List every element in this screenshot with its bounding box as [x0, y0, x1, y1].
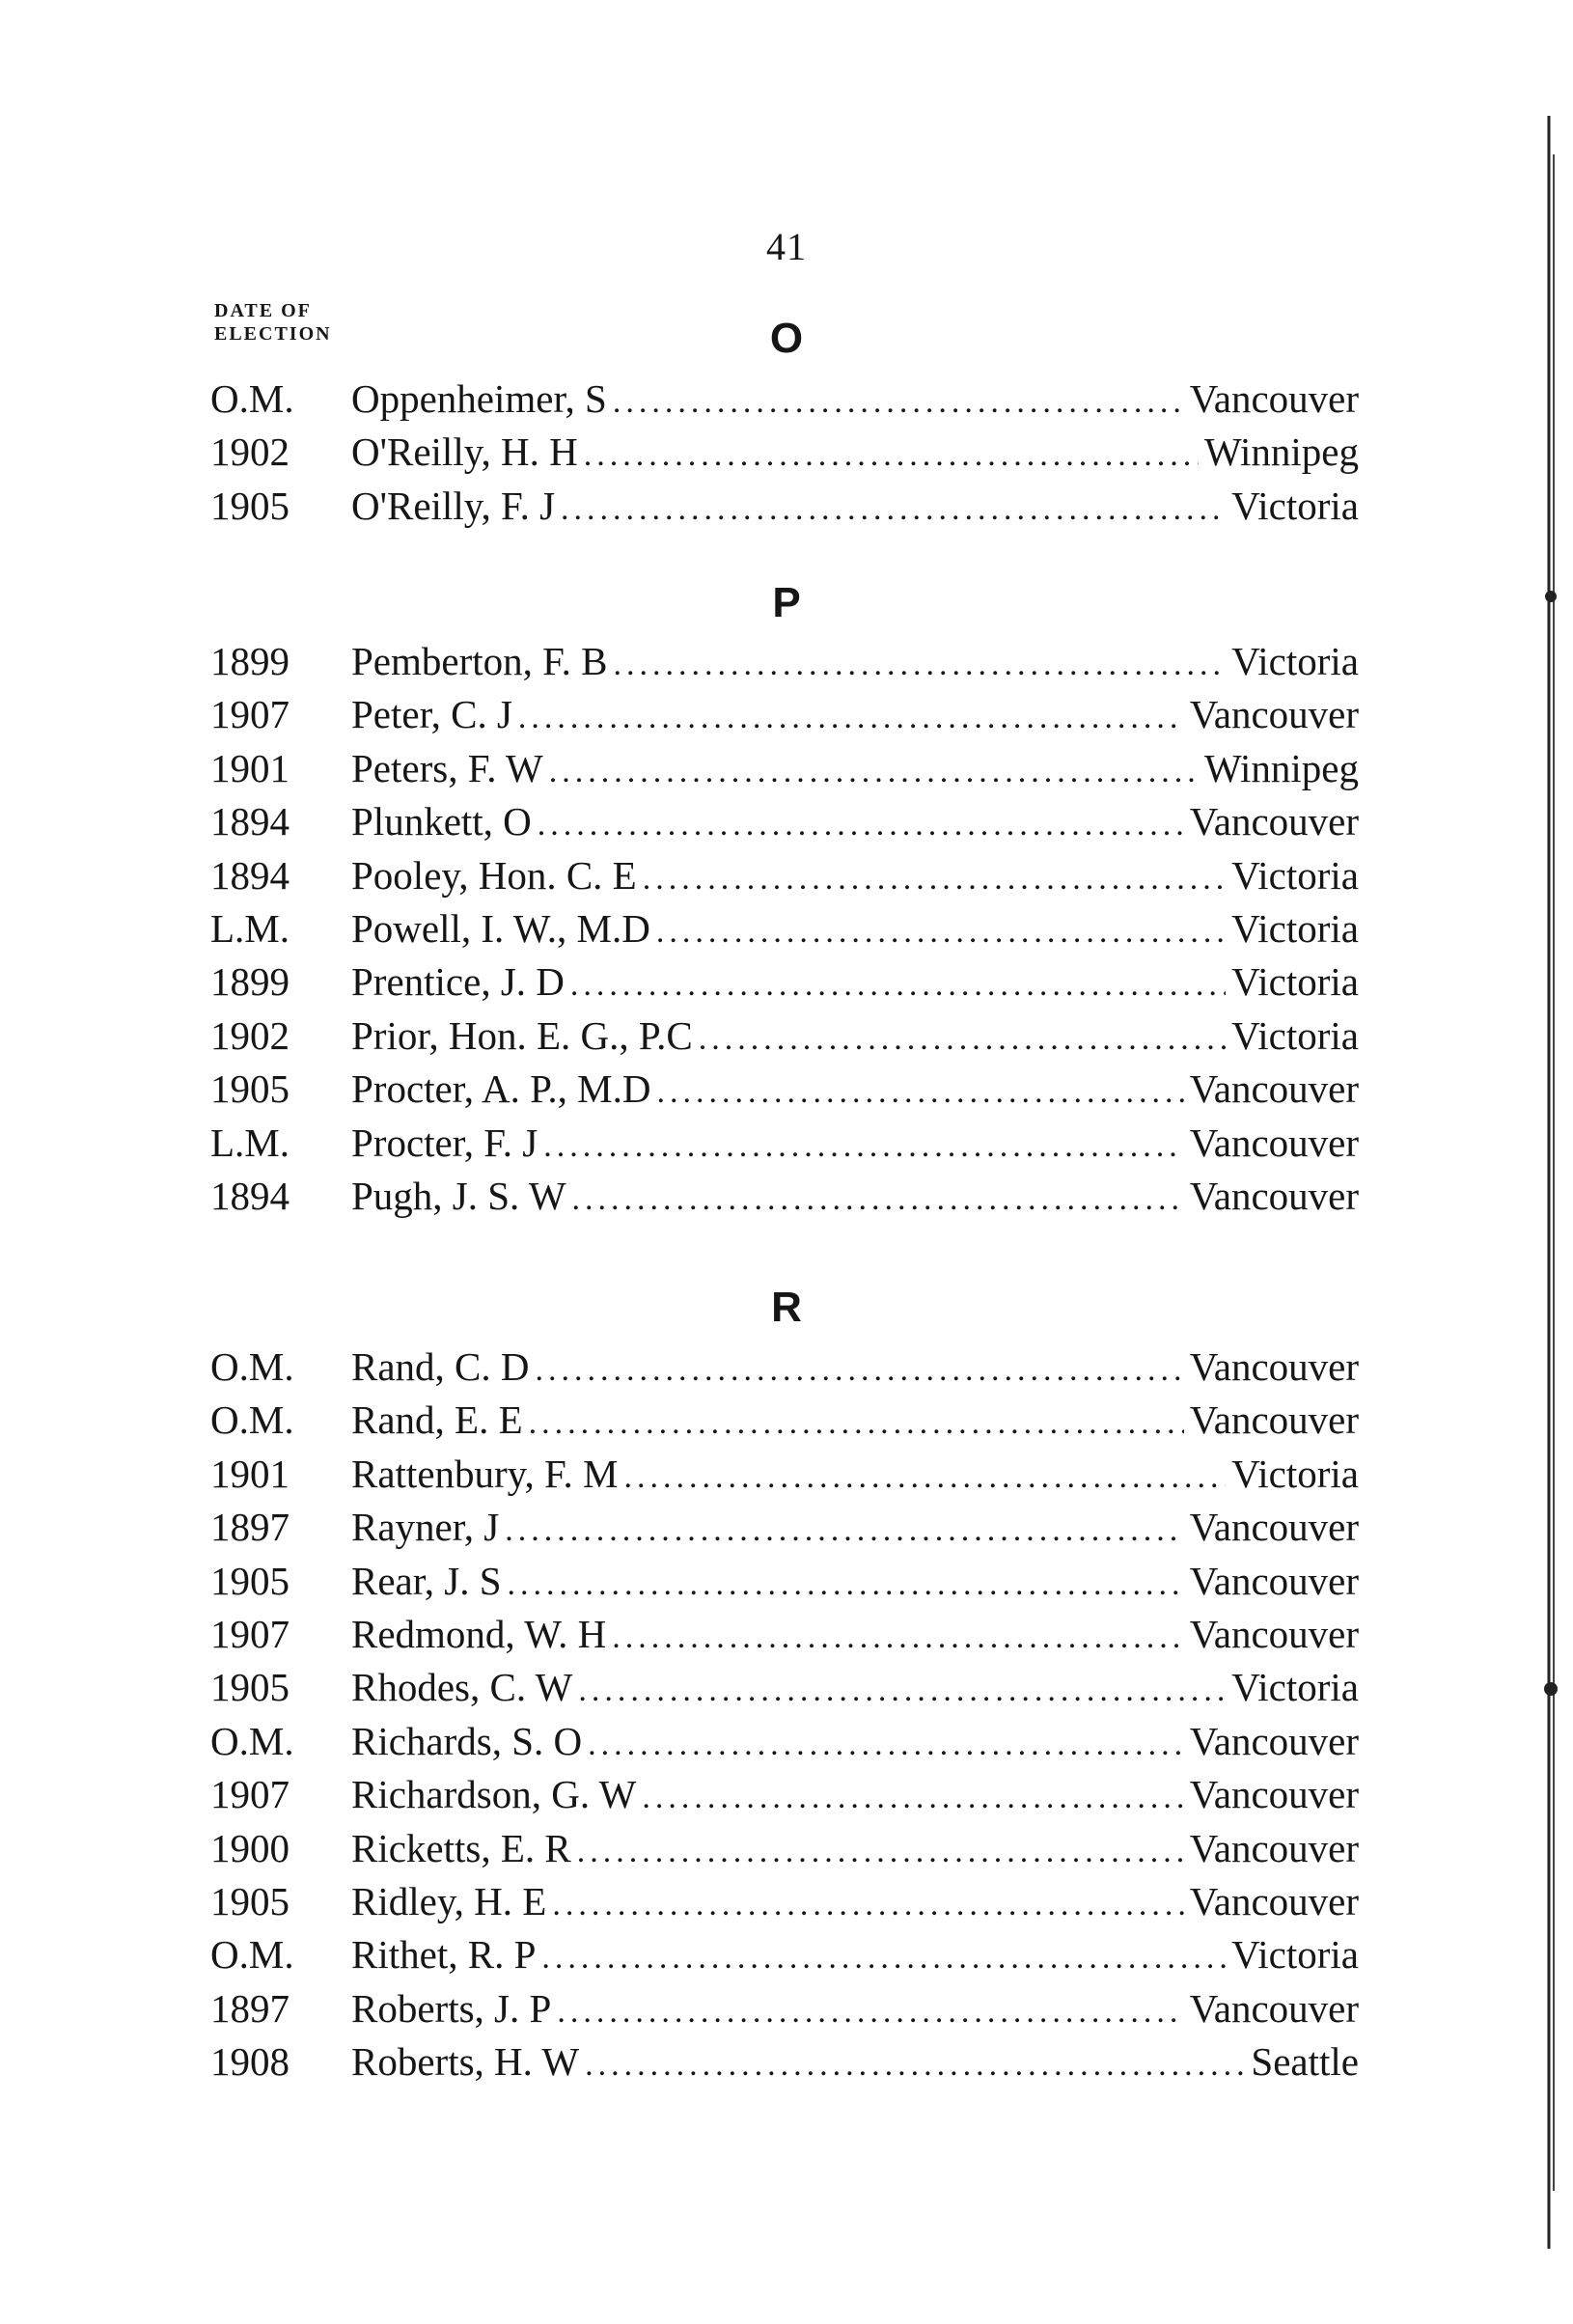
election-date: O.M.	[210, 1932, 294, 1978]
member-city: Victoria	[1231, 959, 1359, 1005]
election-date: 1894	[210, 799, 290, 844]
member-name: Richards, S. O	[351, 1718, 583, 1763]
election-date: 1901	[210, 745, 290, 790]
member-name: Rattenbury, F. M	[351, 1451, 619, 1496]
election-date: 1899	[210, 959, 290, 1005]
member-name: Peters, F. W	[351, 745, 543, 790]
dot-leader	[529, 1405, 1184, 1442]
member-city: Vancouver	[1189, 1611, 1359, 1656]
member-entry	[210, 1065, 1359, 1119]
member-name: Pemberton, F. B	[351, 639, 608, 683]
election-date: 1897	[210, 1985, 290, 2031]
election-date: O.M.	[210, 376, 294, 421]
member-entry	[210, 1931, 1359, 1984]
dot-leader	[699, 1021, 1226, 1058]
member-city: Vancouver	[1189, 1120, 1359, 1165]
member-city: Victoria	[1231, 1932, 1359, 1978]
dot-leader	[585, 2047, 1245, 2084]
member-city: Vancouver	[1189, 1066, 1359, 1112]
member-entry	[210, 1504, 1359, 1557]
member-entry	[210, 691, 1359, 744]
election-date: 1900	[210, 1825, 290, 1870]
member-city: Vancouver	[1189, 799, 1359, 844]
member-name: O'Reilly, F. J	[351, 483, 556, 528]
dot-leader	[613, 384, 1184, 421]
member-entry	[210, 1012, 1359, 1065]
member-city: Vancouver	[1189, 1825, 1359, 1870]
member-name: Ridley, H. E	[351, 1878, 547, 1923]
member-name: Rithet, R. P	[351, 1932, 537, 1978]
member-city: Vancouver	[1189, 1878, 1359, 1923]
election-date: 1901	[210, 1451, 290, 1496]
member-city: Victoria	[1231, 905, 1359, 951]
member-entry	[210, 1120, 1359, 1173]
member-entry	[210, 1825, 1359, 1878]
dot-leader	[588, 1727, 1184, 1763]
member-entry	[210, 905, 1359, 958]
member-city: Vancouver	[1189, 1173, 1359, 1218]
dot-leader	[561, 491, 1226, 528]
member-city: Vancouver	[1189, 1344, 1359, 1389]
member-name: Rand, C. D	[351, 1344, 530, 1389]
election-date: L.M.	[210, 905, 290, 951]
member-entry	[210, 958, 1359, 1011]
member-entry	[210, 1343, 1359, 1397]
member-name: Rand, E. E	[351, 1397, 523, 1443]
election-date: O.M.	[210, 1718, 294, 1763]
member-city: Vancouver	[1189, 1718, 1359, 1763]
member-name: Procter, F. J	[351, 1120, 538, 1165]
dot-leader	[572, 1181, 1184, 1218]
member-name: Richardson, G. W	[351, 1772, 637, 1817]
dot-leader	[549, 754, 1199, 790]
member-entry	[210, 2038, 1359, 2091]
member-name: Redmond, W. H	[351, 1611, 607, 1656]
member-name: Ricketts, E. R	[351, 1825, 571, 1870]
election-date: 1905	[210, 483, 290, 528]
election-date: 1907	[210, 692, 290, 737]
member-name: Powell, I. W., M.D	[351, 905, 650, 951]
member-entry	[210, 745, 1359, 798]
election-date: 1897	[210, 1505, 290, 1550]
dot-leader	[508, 1566, 1184, 1603]
member-city: Vancouver	[1189, 1985, 1359, 2031]
member-name: Rayner, J	[351, 1505, 500, 1550]
member-city: Vancouver	[1189, 692, 1359, 737]
member-entry	[210, 483, 1359, 536]
binding-edge-decoration	[1544, 116, 1558, 2249]
section-o-list	[210, 375, 1359, 536]
election-date: 1894	[210, 852, 290, 898]
election-date: 1905	[210, 1878, 290, 1923]
member-name: Oppenheimer, S	[351, 376, 607, 421]
election-date: O.M.	[210, 1397, 294, 1443]
election-date: 1905	[210, 1066, 290, 1112]
dot-leader	[543, 1128, 1183, 1165]
member-name: Pugh, J. S. W	[351, 1173, 566, 1218]
member-city: Victoria	[1231, 483, 1359, 528]
election-date: 1907	[210, 1772, 290, 1817]
member-name: Roberts, H. W	[351, 2039, 580, 2085]
member-entry	[210, 1611, 1359, 1664]
member-city: Victoria	[1231, 1665, 1359, 1710]
dot-leader	[552, 1887, 1183, 1923]
dot-leader	[656, 914, 1226, 951]
dot-leader	[541, 1940, 1226, 1977]
member-name: Rhodes, C. W	[351, 1665, 573, 1710]
member-name: Prior, Hon. E. G., P.C	[351, 1012, 693, 1058]
member-name: O'Reilly, H. H	[351, 429, 578, 475]
election-date: 1894	[210, 1173, 290, 1218]
dot-leader	[536, 1352, 1184, 1389]
dot-leader	[578, 1673, 1226, 1709]
election-date: 1908	[210, 2039, 290, 2085]
member-city: Victoria	[1231, 1012, 1359, 1058]
dot-leader	[557, 1994, 1183, 2031]
election-date: 1902	[210, 1012, 290, 1058]
election-date: 1905	[210, 1558, 290, 1603]
member-city: Victoria	[1231, 1451, 1359, 1496]
member-city: Victoria	[1231, 852, 1359, 898]
member-city: Victoria	[1231, 639, 1359, 683]
dot-leader	[505, 1512, 1183, 1549]
member-city: Vancouver	[1189, 1558, 1359, 1603]
election-date: L.M.	[210, 1120, 290, 1165]
member-entry	[210, 1397, 1359, 1450]
member-entry	[210, 1771, 1359, 1824]
member-city: Vancouver	[1189, 1397, 1359, 1443]
election-date: O.M.	[210, 1344, 294, 1389]
member-entry	[210, 429, 1359, 482]
header-line-1: DATE OF	[214, 300, 312, 321]
election-date: 1907	[210, 1611, 290, 1656]
member-entry	[210, 1173, 1359, 1226]
dot-leader	[570, 967, 1226, 1004]
section-letter-r: R	[771, 1284, 802, 1331]
section-r-list	[210, 1343, 1359, 2091]
member-name: Pooley, Hon. C. E	[351, 852, 637, 898]
member-entry	[210, 1664, 1359, 1717]
member-entry	[210, 1985, 1359, 2038]
member-city: Winnipeg	[1203, 429, 1359, 475]
member-city: Winnipeg	[1203, 745, 1359, 790]
section-p-list	[210, 638, 1359, 1226]
member-name: Peter, C. J	[351, 692, 512, 737]
member-entry	[210, 375, 1359, 429]
dot-leader	[584, 437, 1199, 474]
member-name: Plunkett, O	[351, 799, 532, 844]
dot-leader	[577, 1834, 1184, 1870]
dot-leader	[643, 861, 1226, 898]
dot-leader	[538, 807, 1184, 844]
section-letter-o: O	[769, 315, 804, 362]
member-city: Seattle	[1251, 2039, 1359, 2085]
member-entry	[210, 852, 1359, 905]
member-city: Vancouver	[1189, 376, 1359, 421]
member-entry	[210, 1558, 1359, 1611]
member-entry	[210, 1451, 1359, 1504]
member-name: Roberts, J. P	[351, 1985, 552, 2031]
page-number: 41	[766, 225, 807, 268]
section-letter-p: P	[772, 579, 801, 626]
member-entry	[210, 1878, 1359, 1931]
member-entry	[210, 798, 1359, 851]
dot-leader	[642, 1780, 1183, 1816]
dot-leader	[614, 647, 1227, 683]
dot-leader	[518, 700, 1184, 736]
member-city: Vancouver	[1189, 1772, 1359, 1817]
member-entry	[210, 638, 1359, 691]
dot-leader	[612, 1619, 1183, 1656]
member-name: Rear, J. S	[351, 1558, 502, 1603]
election-date: 1899	[210, 639, 290, 683]
member-city: Vancouver	[1189, 1505, 1359, 1550]
election-date: 1902	[210, 429, 290, 475]
member-name: Procter, A. P., M.D	[351, 1066, 651, 1112]
dot-leader	[656, 1074, 1183, 1111]
election-date: 1905	[210, 1665, 290, 1710]
header-line-2: ELECTION	[214, 323, 332, 345]
member-name: Prentice, J. D	[351, 959, 565, 1005]
dot-leader	[624, 1459, 1227, 1496]
member-entry	[210, 1718, 1359, 1771]
